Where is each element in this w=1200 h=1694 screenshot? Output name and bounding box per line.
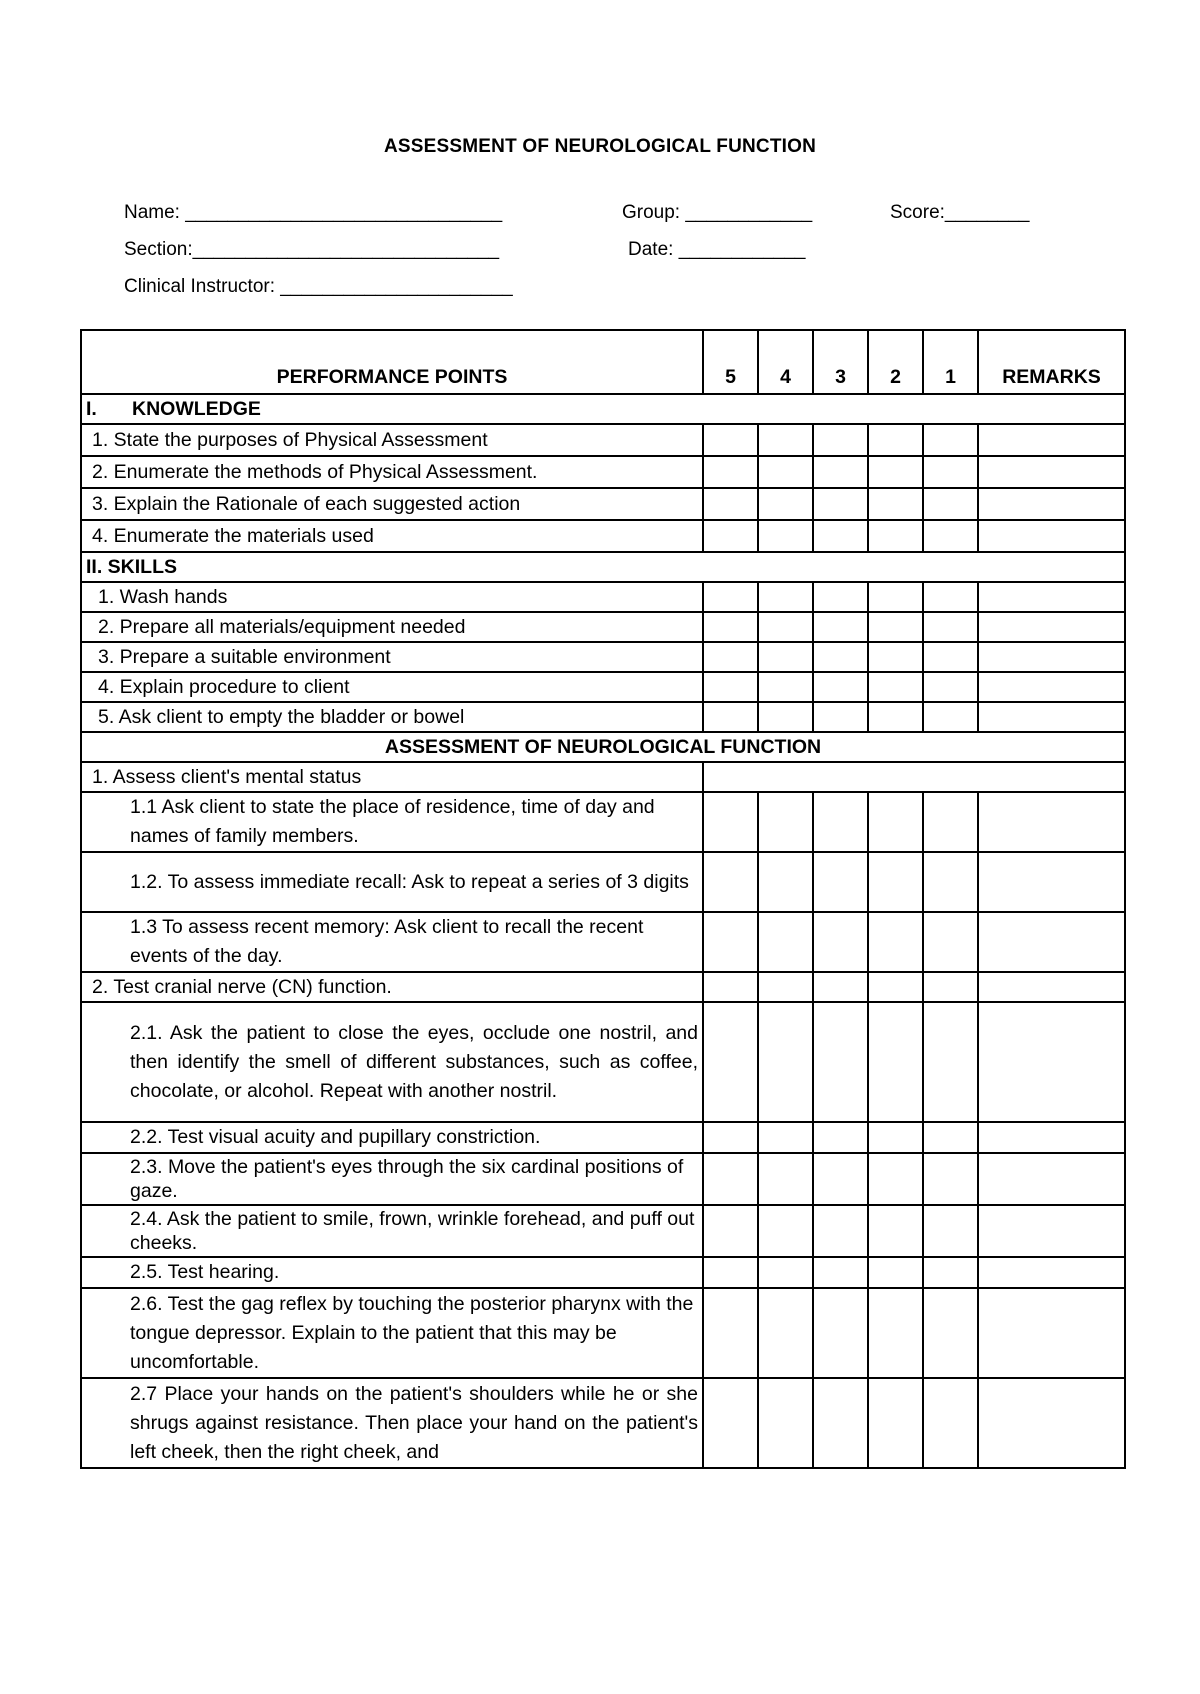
remarks-cell[interactable] (978, 1205, 1125, 1257)
table-row (81, 762, 1125, 792)
score-cell-1[interactable] (923, 792, 978, 852)
table-row (81, 488, 1125, 520)
criterion-heading-mental-status: 1. Assess client's mental status (81, 762, 703, 792)
col-score-5: 5 (703, 330, 758, 394)
score-cell-1[interactable] (923, 672, 978, 702)
score-field[interactable]: Score:________ (890, 202, 1030, 223)
score-cell-4[interactable] (758, 852, 813, 912)
score-cell-2[interactable] (868, 1122, 923, 1153)
score-cell-5[interactable] (703, 642, 758, 672)
remarks-cell[interactable] (978, 642, 1125, 672)
score-cell-1[interactable] (923, 582, 978, 612)
remarks-cell[interactable] (978, 672, 1125, 702)
score-cell-2[interactable] (868, 1378, 923, 1468)
score-cell-4[interactable] (758, 488, 813, 520)
score-cell-2[interactable] (868, 1205, 923, 1257)
criterion-text: 3. Explain the Rationale of each suggested action (81, 488, 703, 520)
name-field[interactable]: Name: ______________________________ (124, 202, 503, 223)
table-row (81, 1122, 1125, 1153)
clinical-instructor-field[interactable]: Clinical Instructor: ______________________ (124, 276, 513, 297)
criterion-heading-cranial-nerve: 2. Test cranial nerve (CN) function. (81, 972, 703, 1002)
table-row (81, 424, 1125, 456)
score-cell-2[interactable] (868, 912, 923, 972)
criterion-text: 5. Ask client to empty the bladder or bowel (81, 702, 703, 732)
score-cell-4[interactable] (758, 612, 813, 642)
score-cell-4[interactable] (758, 424, 813, 456)
criterion-text: 2.6. Test the gag reflex by touching the posterior pharynx with the tongue depressor. Explain to the patient that this may be uncomfortable. (81, 1288, 703, 1378)
remarks-cell[interactable] (978, 424, 1125, 456)
score-cell-1[interactable] (923, 1205, 978, 1257)
score-cell-3[interactable] (813, 972, 868, 1002)
score-cell-5[interactable] (703, 1205, 758, 1257)
criterion-text: 3. Prepare a suitable environment (81, 642, 703, 672)
score-cell-3[interactable] (813, 1257, 868, 1288)
table-row (81, 672, 1125, 702)
section-heading-knowledge (81, 394, 1125, 424)
score-cell-4[interactable] (758, 972, 813, 1002)
score-cell-5[interactable] (703, 672, 758, 702)
remarks-cell[interactable] (978, 912, 1125, 972)
score-cell-4[interactable] (758, 912, 813, 972)
score-cell-1[interactable] (923, 912, 978, 972)
table-row (81, 792, 1125, 852)
remarks-cell[interactable] (978, 792, 1125, 852)
score-cell-1[interactable] (923, 1288, 978, 1378)
score-cell-3[interactable] (813, 1288, 868, 1378)
score-cell-5[interactable] (703, 912, 758, 972)
score-cell-3[interactable] (813, 1122, 868, 1153)
section-field[interactable]: Section:_____________________________ (124, 239, 500, 260)
score-cell-1[interactable] (923, 702, 978, 732)
score-cell-5[interactable] (703, 1153, 758, 1205)
table-row (81, 456, 1125, 488)
score-cell-5[interactable] (703, 702, 758, 732)
col-score-2: 2 (868, 330, 923, 394)
table-row (81, 582, 1125, 612)
score-cell-3[interactable] (813, 1002, 868, 1122)
criterion-text: 2.2. Test visual acuity and pupillary constriction. (81, 1122, 703, 1153)
score-cell-2[interactable] (868, 1288, 923, 1378)
page-title: ASSESSMENT OF NEUROLOGICAL FUNCTION (383, 136, 817, 157)
score-cell-2[interactable] (868, 852, 923, 912)
score-cell-4[interactable] (758, 1122, 813, 1153)
col-score-1: 1 (923, 330, 978, 394)
score-cell-1[interactable] (923, 612, 978, 642)
table-row (81, 1288, 1125, 1378)
score-cell-2[interactable] (868, 488, 923, 520)
score-cell-5[interactable] (703, 456, 758, 488)
score-cell-4[interactable] (758, 702, 813, 732)
date-field[interactable]: Date: ____________ (628, 239, 806, 260)
score-cell-3[interactable] (813, 912, 868, 972)
score-cell-4[interactable] (758, 1257, 813, 1288)
score-cell-3[interactable] (813, 612, 868, 642)
remarks-cell[interactable] (978, 1288, 1125, 1378)
score-cell-2[interactable] (868, 1002, 923, 1122)
score-cell-1[interactable] (923, 424, 978, 456)
group-field[interactable]: Group: ____________ (622, 202, 813, 223)
col-score-4: 4 (758, 330, 813, 394)
score-cell-5[interactable] (703, 582, 758, 612)
table-row (81, 1205, 1125, 1257)
criterion-text: 1. State the purposes of Physical Assessment (81, 424, 703, 456)
assessment-table (80, 329, 1126, 1469)
section-row-skills (81, 552, 1125, 582)
score-cell-4[interactable] (758, 1002, 813, 1122)
score-cell-5[interactable] (703, 792, 758, 852)
remarks-cell[interactable] (978, 1378, 1125, 1468)
remarks-cell[interactable] (978, 1153, 1125, 1205)
score-cell-1[interactable] (923, 972, 978, 1002)
remarks-cell[interactable] (978, 972, 1125, 1002)
score-cell-3[interactable] (813, 520, 868, 552)
score-cell-3[interactable] (813, 702, 868, 732)
score-cell-2[interactable] (868, 612, 923, 642)
section-label: KNOWLEDGE (132, 397, 261, 420)
score-cell-2[interactable] (868, 456, 923, 488)
criterion-text: 4. Explain procedure to client (81, 672, 703, 702)
score-cell-1[interactable] (923, 488, 978, 520)
score-cell-5[interactable] (703, 424, 758, 456)
score-cell-3[interactable] (813, 582, 868, 612)
criterion-text: 2. Enumerate the methods of Physical Assessment. (81, 456, 703, 488)
table-header-row (81, 330, 1125, 394)
score-cell-5[interactable] (703, 852, 758, 912)
table-row (81, 1378, 1125, 1468)
empty-merged-cell (703, 762, 1125, 792)
score-cell-2[interactable] (868, 972, 923, 1002)
score-cell-4[interactable] (758, 642, 813, 672)
score-cell-4[interactable] (758, 456, 813, 488)
table-row (81, 1002, 1125, 1122)
score-cell-1[interactable] (923, 1378, 978, 1468)
criterion-text: 2.3. Move the patient's eyes through the six cardinal positions of gaze. (81, 1153, 703, 1205)
score-cell-4[interactable] (758, 520, 813, 552)
criterion-text: 1.1 Ask client to state the place of residence, time of day and names of family members. (81, 792, 703, 852)
remarks-cell[interactable] (978, 456, 1125, 488)
remarks-cell[interactable] (978, 1002, 1125, 1122)
remarks-cell[interactable] (978, 520, 1125, 552)
score-cell-5[interactable] (703, 1378, 758, 1468)
score-cell-5[interactable] (703, 488, 758, 520)
col-performance-points: PERFORMANCE POINTS (81, 330, 703, 394)
section-heading-skills: II. SKILLS (81, 552, 1125, 582)
score-cell-3[interactable] (813, 1153, 868, 1205)
score-cell-2[interactable] (868, 792, 923, 852)
score-cell-2[interactable] (868, 1153, 923, 1205)
criterion-text: 2.5. Test hearing. (81, 1257, 703, 1288)
remarks-cell[interactable] (978, 1257, 1125, 1288)
remarks-cell[interactable] (978, 488, 1125, 520)
score-cell-2[interactable] (868, 642, 923, 672)
score-cell-1[interactable] (923, 1122, 978, 1153)
section-heading-assessment: ASSESSMENT OF NEUROLOGICAL FUNCTION (81, 732, 1125, 762)
criterion-text: 1.3 To assess recent memory: Ask client to recall the recent events of the day. (81, 912, 703, 972)
score-cell-1[interactable] (923, 1002, 978, 1122)
criterion-text: 1. Wash hands (81, 582, 703, 612)
remarks-cell[interactable] (978, 582, 1125, 612)
score-cell-4[interactable] (758, 1288, 813, 1378)
table-row (81, 520, 1125, 552)
score-cell-4[interactable] (758, 792, 813, 852)
criterion-text: 2. Prepare all materials/equipment needed (81, 612, 703, 642)
col-remarks: REMARKS (978, 330, 1125, 394)
score-cell-5[interactable] (703, 520, 758, 552)
score-cell-1[interactable] (923, 1257, 978, 1288)
table-row (81, 912, 1125, 972)
criterion-text: 1.2. To assess immediate recall: Ask to repeat a series of 3 digits (81, 852, 703, 912)
score-cell-3[interactable] (813, 852, 868, 912)
remarks-cell[interactable] (978, 852, 1125, 912)
score-cell-3[interactable] (813, 1205, 868, 1257)
score-cell-4[interactable] (758, 1378, 813, 1468)
score-cell-2[interactable] (868, 424, 923, 456)
score-cell-3[interactable] (813, 792, 868, 852)
col-score-3: 3 (813, 330, 868, 394)
score-cell-3[interactable] (813, 424, 868, 456)
table-row (81, 1257, 1125, 1288)
table-row (81, 852, 1125, 912)
criterion-text: 4. Enumerate the materials used (81, 520, 703, 552)
table-row (81, 702, 1125, 732)
score-cell-3[interactable] (813, 642, 868, 672)
score-cell-1[interactable] (923, 520, 978, 552)
score-cell-3[interactable] (813, 672, 868, 702)
score-cell-2[interactable] (868, 1257, 923, 1288)
score-cell-5[interactable] (703, 1002, 758, 1122)
score-cell-1[interactable] (923, 1153, 978, 1205)
score-cell-3[interactable] (813, 488, 868, 520)
score-cell-1[interactable] (923, 456, 978, 488)
remarks-cell[interactable] (978, 612, 1125, 642)
score-cell-2[interactable] (868, 702, 923, 732)
score-cell-2[interactable] (868, 582, 923, 612)
section-number: I. (86, 397, 97, 420)
score-cell-5[interactable] (703, 612, 758, 642)
section-row-assessment (81, 732, 1125, 762)
score-cell-4[interactable] (758, 672, 813, 702)
criterion-text: 2.1. Ask the patient to close the eyes, occlude one nostril, and then identify the smell of different substances, such as coffee, chocolate, or alcohol. Repeat with another nostril. (81, 1002, 703, 1122)
score-cell-5[interactable] (703, 1122, 758, 1153)
score-cell-2[interactable] (868, 672, 923, 702)
score-cell-5[interactable] (703, 972, 758, 1002)
score-cell-4[interactable] (758, 1153, 813, 1205)
score-cell-1[interactable] (923, 852, 978, 912)
score-cell-3[interactable] (813, 1378, 868, 1468)
table-row (81, 972, 1125, 1002)
criterion-text: 2.7 Place your hands on the patient's shoulders while he or she shrugs against resistance. Then place your hand on the patient's left cheek, then the right cheek, and (81, 1378, 703, 1468)
section-row-knowledge (81, 394, 1125, 424)
score-cell-4[interactable] (758, 1205, 813, 1257)
table-row (81, 642, 1125, 672)
remarks-cell[interactable] (978, 1122, 1125, 1153)
criterion-text: 2.4. Ask the patient to smile, frown, wrinkle forehead, and puff out cheeks. (81, 1205, 703, 1257)
table-row (81, 612, 1125, 642)
score-cell-5[interactable] (703, 1288, 758, 1378)
score-cell-5[interactable] (703, 1257, 758, 1288)
score-cell-1[interactable] (923, 642, 978, 672)
score-cell-2[interactable] (868, 520, 923, 552)
score-cell-3[interactable] (813, 456, 868, 488)
table-row (81, 1153, 1125, 1205)
remarks-cell[interactable] (978, 702, 1125, 732)
score-cell-4[interactable] (758, 582, 813, 612)
